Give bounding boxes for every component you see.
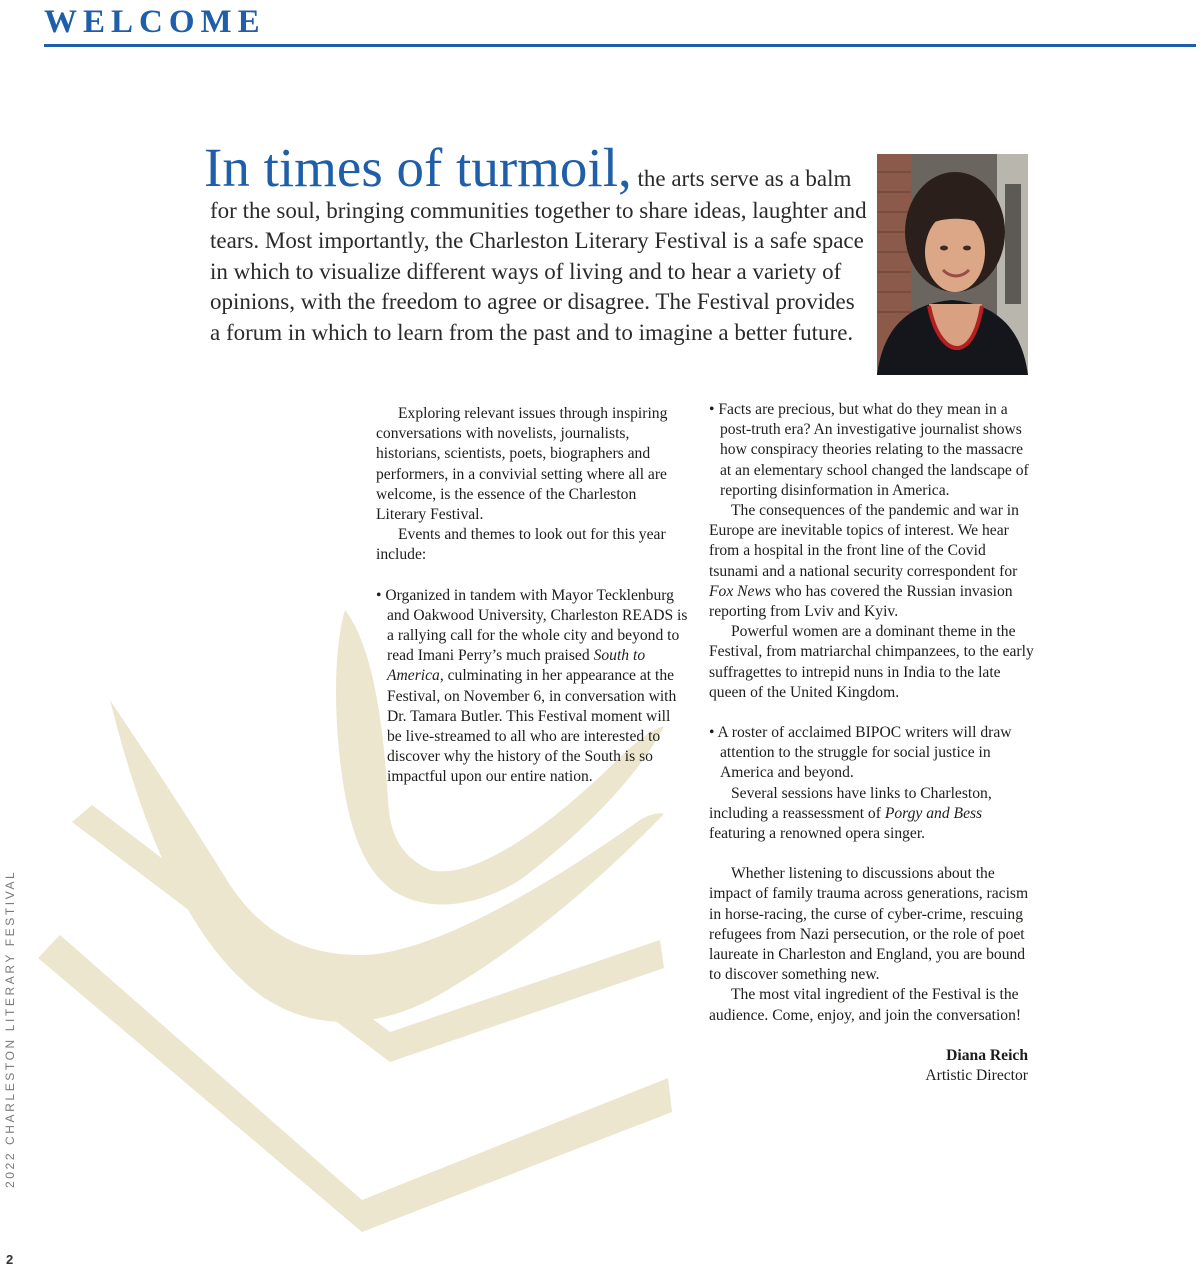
bullet-text: , culminating in her appearance at the Festival, on November 6, in conversation with Dr. Tamara Butler. This Festival moment will be live-streamed to all who are interested to discover why the history of the South is so impactful upon our entire nation. <box>387 667 677 786</box>
bullet-facts: • Facts are precious, but what do they mean in a post-truth era? An investigative journalist shows how conspiracy theories relating to the massacre at an elementary school changed the landscape of reporting disinformation in America. <box>709 401 1029 499</box>
portrait-photo <box>877 154 1028 375</box>
paragraph-charleston <box>709 784 1035 845</box>
paragraph-text: The consequences of the pandemic and war in Europe are inevitable topics of interest. We hear from a hospital in the front line of the Covid tsunami and a national security correspondent for <box>709 502 1019 580</box>
paragraph-pandemic <box>709 501 1035 622</box>
opera-title: Porgy and Bess <box>884 804 983 822</box>
paragraph-exploring: Exploring relevant issues through inspiring conversations with novelists, journalists, historians, scientists, poets, biographers and performers, in a convivial setting where all are welcome, is the essence of the Charleston Literary Festival. <box>376 405 668 524</box>
column-right <box>709 400 1035 1086</box>
column-left <box>376 404 688 788</box>
paragraph-text: who has covered the Russian invasion reporting from Lviv and Kyiv. <box>709 582 1013 621</box>
paragraph-text: Several sessions have links to Charleston, including a reassessment of <box>709 784 992 822</box>
page-number: 2 <box>6 1252 14 1267</box>
intro-text: the arts serve as a balm for the soul, bringing communities together to share ideas, laughter and tears. Most importantly, the Charleston Literary Festival is a safe space in which to visualize different ways of living and to hear a variety of opinions, with the freedom to agree or disagree. The Festival provides a forum in which to learn from the past and to imagine a better future. <box>210 166 867 345</box>
signature-name: Diana Reich <box>946 1046 1028 1064</box>
paragraph-vital: The most vital ingredient of the Festival is the audience. Come, enjoy, and join the conversation! <box>709 986 1022 1024</box>
paragraph-text: featuring a renowned opera singer. <box>709 825 926 843</box>
paragraph-women: Powerful women are a dominant theme in the Festival, from matriarchal chimpanzees, to the early suffragettes to intrepid nuns in India to the late queen of the United Kingdom. <box>709 623 1034 701</box>
paragraph-events: Events and themes to look out for this year include: <box>376 526 666 564</box>
signature-title: Artistic Director <box>925 1067 1028 1085</box>
intro-lead: In times of turmoil, <box>204 137 632 198</box>
outlet-name: Fox News <box>709 582 771 600</box>
book-title: South to America <box>387 647 646 685</box>
section-title: WELCOME <box>44 4 266 40</box>
intro-paragraph <box>204 137 870 348</box>
bullet-text: • Organized in tandem with Mayor Tecklenburg and Oakwood University, Charleston READS is a rallying call for the whole city and beyond to read Imani Perry’s much praised <box>376 586 688 665</box>
bullet-charleston-reads <box>376 586 688 788</box>
paragraph-whether: Whether listening to discussions about the impact of family trauma across generations, racism in horse-racing, the curse of cyber-crime, rescuing refugees from Nazi persecution, or the role of poet laureate in Charleston and England, you are bound to discover something new. <box>709 865 1029 984</box>
publication-sidebar-text: 2022 CHARLESTON LITERARY FESTIVAL <box>3 869 17 1188</box>
bullet-bipoc: • A roster of acclaimed BIPOC writers will draw attention to the struggle for social justice in America and beyond. <box>709 724 1012 782</box>
